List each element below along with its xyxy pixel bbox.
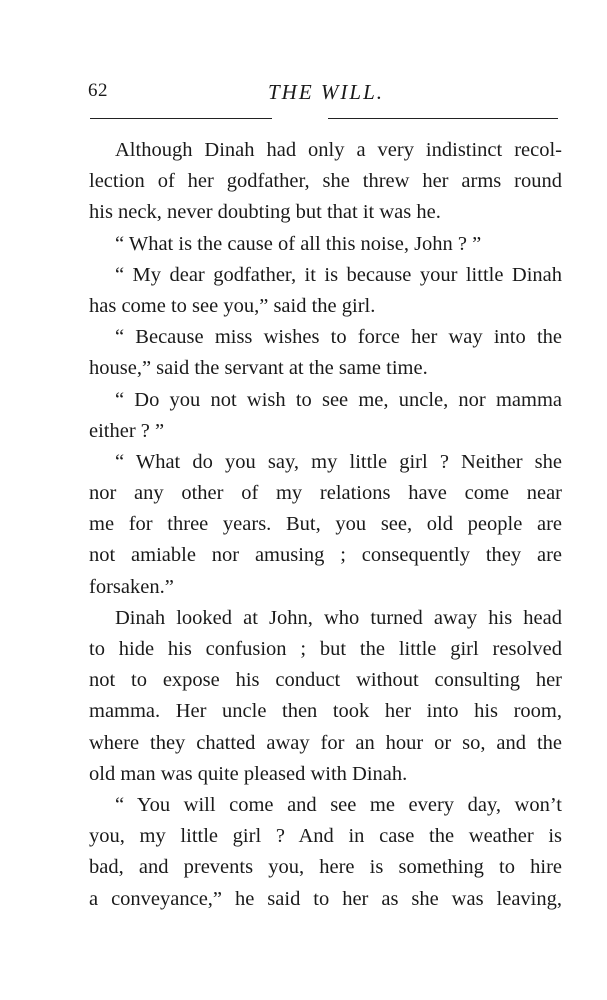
- body-text: [89, 135, 562, 915]
- text-line: Dinah looked at John, who turned away his head: [115, 606, 562, 629]
- text-line: nor any other of my relations have come near: [89, 482, 562, 505]
- text-line: “ Because miss wishes to force her way into the: [115, 326, 562, 349]
- text-line: “ My dear godfather, it is because your little Dinah: [115, 263, 562, 286]
- text-line: either ? ”: [89, 419, 165, 442]
- text-line: a conveyance,” he said to her as she was leaving,: [89, 887, 562, 910]
- running-title: THE WILL.: [268, 80, 385, 104]
- text-line: not to expose his conduct without consulting her: [89, 669, 562, 692]
- text-line: “ Do you not wish to see me, uncle, nor mamma: [115, 388, 562, 411]
- text-line: not amiable nor amusing ; consequently they are: [89, 544, 562, 567]
- text-line: Although Dinah had only a very indistinct recol-: [115, 139, 562, 161]
- running-head: [88, 80, 558, 110]
- text-line: where they chatted away for an hour or so, and the: [89, 731, 562, 754]
- text-line: “ What do you say, my little girl ? Neither she: [115, 450, 562, 473]
- text-line: to hide his confusion ; but the little girl resolved: [89, 638, 562, 660]
- text-line: mamma. Her uncle then took her into his room,: [89, 700, 562, 723]
- text-line: bad, and prevents you, here is something to hire: [89, 856, 562, 879]
- header-rule-right: [328, 118, 558, 119]
- text-line: house,” said the servant at the same time.: [89, 357, 428, 380]
- text-line: has come to see you,” said the girl.: [89, 294, 376, 317]
- text-line: old man was quite pleased with Dinah.: [89, 762, 408, 785]
- text-line: lection of her godfather, she threw her arms round: [89, 170, 562, 193]
- text-line: “ What is the cause of all this noise, John ? ”: [115, 232, 482, 255]
- page-number: 62: [88, 80, 108, 101]
- text-line: me for three years. But, you see, old people are: [89, 513, 562, 536]
- text-line: his neck, never doubting but that it was he.: [89, 201, 441, 224]
- text-line: forsaken.”: [89, 575, 174, 598]
- text-line: you, my little girl ? And in case the weather is: [89, 825, 562, 848]
- text-line: “ You will come and see me every day, won’t: [115, 793, 562, 816]
- header-rule-left: [90, 118, 272, 119]
